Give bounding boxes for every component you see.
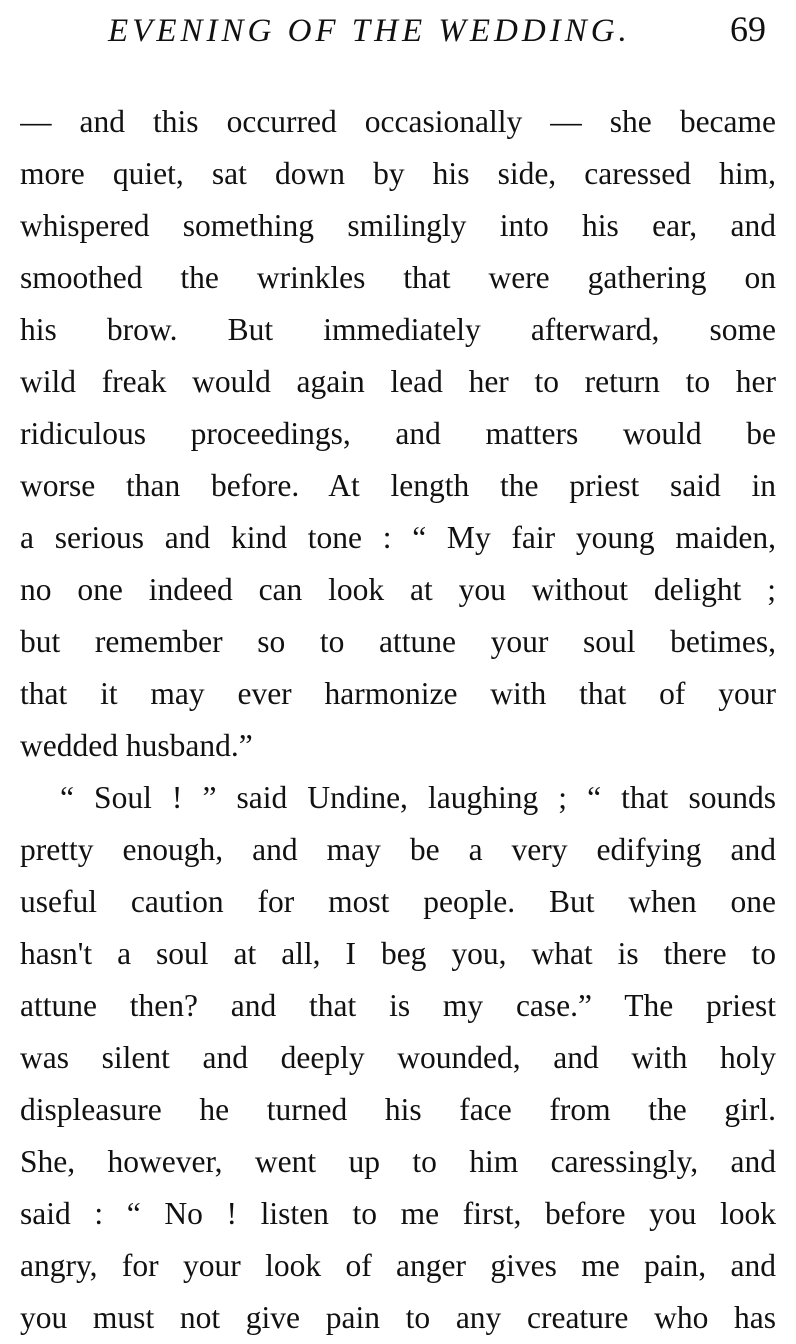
text-line: said : “ No ! listen to me first, before you look [20,1196,776,1231]
text-line: ridiculous proceedings, and matters would be [20,416,776,451]
text-line: pretty enough, and may be a very edifying and [20,832,776,867]
text-line: useful caution for most people. But when one [20,884,776,919]
text-line: more quiet, sat down by his side, caressed him, [20,156,776,191]
text-line: a serious and kind tone : “ My fair young maiden, [20,520,776,555]
text-line: whispered something smilingly into his ear, and [20,208,776,243]
page-number: 69 [730,9,766,49]
running-title: EVENING OF THE WEDDING. [108,13,631,49]
text-line: worse than before. At length the priest said in [20,468,776,503]
text-line: was silent and deeply wounded, and with holy [20,1040,776,1075]
text-line: you must not give pain to any creature who has [20,1300,776,1335]
text-line: no one indeed can look at you without delight ; [20,572,776,607]
text-line: wedded husband.” [20,728,253,763]
text-line: attune then? and that is my case.” The priest [20,988,776,1023]
text-line: his brow. But immediately afterward, some [20,312,776,347]
text-line: smoothed the wrinkles that were gathering on [20,260,776,295]
text-line: that it may ever harmonize with that of your [20,676,776,711]
text-line: “ Soul ! ” said Undine, laughing ; “ that sounds [60,780,776,815]
text-line: She, however, went up to him caressingly, and [20,1144,776,1179]
text-line: angry, for your look of anger gives me pain, and [20,1248,776,1283]
text-line: — and this occurred occasionally — she became [20,104,776,139]
body-text [20,96,776,1344]
text-line: but remember so to attune your soul betimes, [20,624,776,659]
text-line: wild freak would again lead her to return to her [20,364,776,399]
text-line: displeasure he turned his face from the girl. [20,1092,776,1127]
text-line: hasn't a soul at all, I beg you, what is there to [20,936,776,971]
